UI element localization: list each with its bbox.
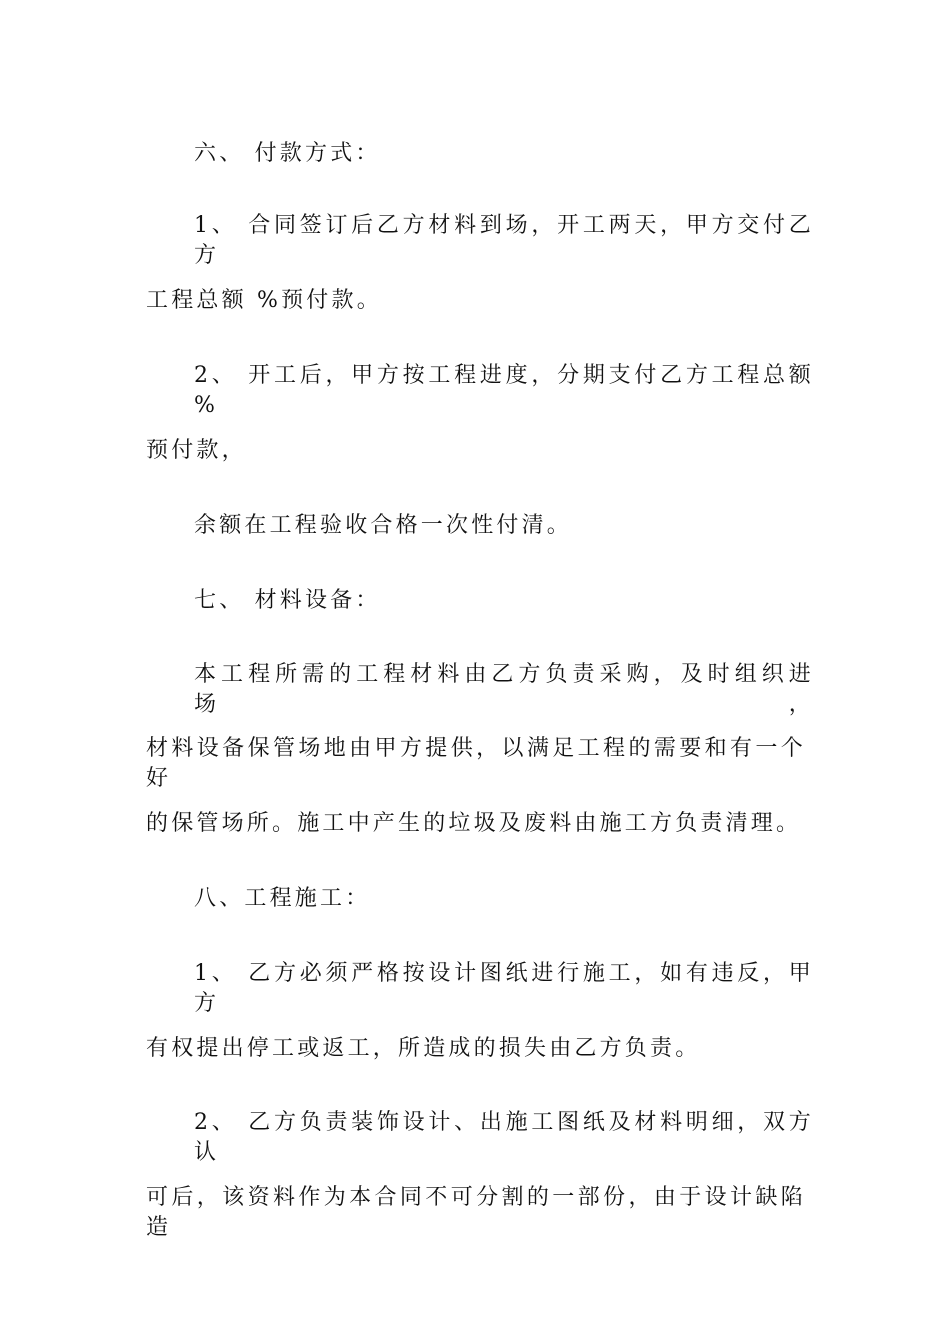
section-heading-construction: 八、工程施工： xyxy=(194,886,371,911)
paragraph-line: 工程总额 %预付款。 xyxy=(146,288,382,313)
paragraph-line: 2、 开工后，甲方按工程进度，分期支付乙方工程总额 % xyxy=(194,363,814,418)
paragraph-line: 余额在工程验收合格一次性付清。 xyxy=(194,513,573,538)
paragraph-line: 1、 合同签订后乙方材料到场，开工两天，甲方交付乙方 xyxy=(194,213,814,268)
paragraph-line: 有权提出停工或返工，所造成的损失由乙方负责。 xyxy=(146,1036,701,1061)
paragraph-line: 本工程所需的工程材料由乙方负责采购，及时组织进场， xyxy=(194,662,814,717)
section-heading-payment: 六、 付款方式： xyxy=(194,141,381,166)
paragraph-line: 预付款， xyxy=(146,438,247,463)
paragraph-line: 2、 乙方负责装饰设计、出施工图纸及材料明细，双方认 xyxy=(194,1110,814,1165)
section-heading-materials: 七、 材料设备： xyxy=(194,588,381,613)
paragraph-line: 的保管场所。施工中产生的垃圾及废料由施工方负责清理。 xyxy=(146,811,802,836)
paragraph-line: 1、 乙方必须严格按设计图纸进行施工，如有违反，甲方 xyxy=(194,961,814,1016)
paragraph-line: 可后，该资料作为本合同不可分割的一部份，由于设计缺陷造 xyxy=(146,1185,806,1240)
paragraph-line: 材料设备保管场地由甲方提供，以满足工程的需要和有一个好 xyxy=(146,736,806,791)
